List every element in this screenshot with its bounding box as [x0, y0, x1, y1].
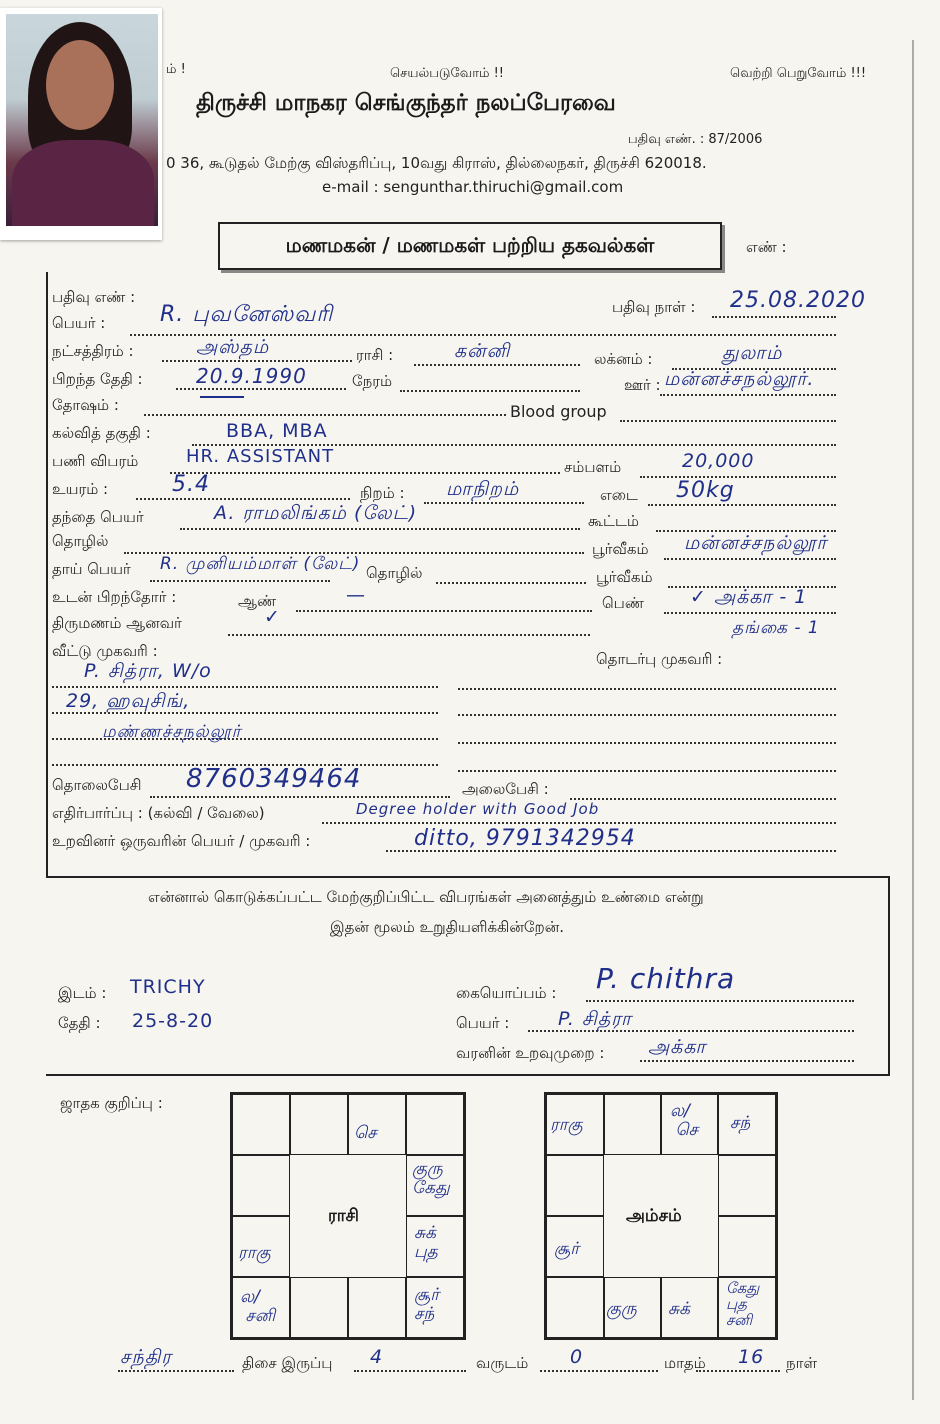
raasi-chart [230, 1092, 466, 1340]
dasa-days: 16 [738, 1346, 765, 1368]
home-address-label: வீட்டு முகவரி : [52, 642, 158, 660]
weight-value: 50kg [676, 478, 735, 503]
sister-value-2: தங்கை - 1 [732, 618, 820, 638]
address-line-2: 29, ஹவுசிங், [66, 690, 191, 712]
laknam-label: லக்னம் : [594, 350, 653, 368]
amsam-title: அம்சம் [626, 1206, 682, 1226]
amsam-cell-top3: ல/ செ [670, 1101, 699, 1140]
raasi-cell-left2: ராகு [238, 1243, 271, 1263]
sister-value: ✓ அக்கா - 1 [690, 586, 808, 608]
father-value: A. ராமலிங்கம் (லேட்) [214, 502, 418, 524]
motto-left: ம் ! [166, 62, 186, 77]
expectation-value: Degree holder with Good Job [356, 800, 600, 818]
reg-date-label: பதிவு நாள் : [612, 298, 696, 316]
salary-label: சம்பளம் [564, 458, 622, 476]
amsam-cell-bottom4: கேது புத சனி [726, 1279, 760, 1329]
dasa-years: 4 [370, 1346, 384, 1368]
raasi-cell-top3: செ [354, 1123, 377, 1143]
amsam-cell-top4: சந் [730, 1113, 751, 1133]
amsam-chart [544, 1092, 778, 1340]
sister-label: பெண் [602, 594, 644, 612]
siblings-label: உடன் பிறந்தோர் : [52, 588, 177, 606]
laknam-value: துலாம் [722, 342, 783, 364]
en-label: எண் : [746, 238, 787, 256]
relative-label: உறவினர் ஒருவரின் பெயர் / முகவரி : [52, 832, 311, 850]
signature-label: கையொப்பம் : [456, 984, 557, 1002]
salary-value: 20,000 [682, 450, 755, 472]
amsam-cell-bottom2: குரு [606, 1299, 637, 1319]
motto-center: செயல்படுவோம் !! [390, 66, 505, 81]
dasa-planet: சந்திர [120, 1346, 173, 1368]
colour-label: நிறம் : [360, 484, 405, 502]
address-line-1: P. சித்ரா, W/o [84, 660, 212, 682]
name-value: R. புவனேஸ்வரி [160, 302, 334, 327]
divider-1 [46, 876, 888, 878]
divider-2 [46, 1074, 888, 1076]
date-sign-label: தேதி : [58, 1014, 101, 1032]
expectation-label: எதிர்பார்ப்பு : (கல்வி / வேலை) [52, 804, 265, 822]
colour-value: மாநிறம் [446, 478, 520, 500]
reg-date-value: 25.08.2020 [730, 288, 866, 313]
dosham-label: தோஷம் : [52, 396, 119, 414]
time-label: நேரம் [352, 372, 393, 390]
height-label: உயரம் : [52, 480, 109, 498]
form-border-right [888, 876, 890, 1076]
raasi-title: ராசி [328, 1206, 359, 1226]
applicant-photo [0, 8, 162, 240]
raasi-value: கன்னி [454, 340, 511, 362]
signature-value: P. chithra [596, 962, 736, 995]
amsam-cell-bottom3: சுக் [668, 1299, 690, 1319]
signer-name-label: பெயர் : [456, 1014, 510, 1032]
months-label: மாதம் [664, 1354, 706, 1372]
amsam-cell-left2: சூர் [554, 1239, 580, 1259]
mother-value: R. முனியம்மாள் (லேட்) [160, 554, 361, 574]
form-title: மணமகன் / மணமகள் பற்றிய தகவல்கள் [218, 222, 722, 270]
weight-label: எடை [600, 486, 638, 504]
raasi-cell-right3: சூர் சந் [414, 1285, 440, 1324]
native-value: மன்னச்சநல்லூர் [684, 532, 828, 554]
form-border-left [46, 272, 48, 876]
mother-occupation-label: தொழில் [366, 564, 423, 582]
brother-label: ஆண் [238, 592, 277, 610]
raasi-cell-right1: குரு கேது [412, 1159, 450, 1198]
declaration-line-1: என்னால் கொடுக்கப்பட்ட மேற்குறிப்பிட்ட விபரங்கள் அனைத்தும் உண்மை என்று [148, 888, 704, 906]
clan-label: கூட்டம் [588, 512, 639, 530]
star-label: நட்சத்திரம் : [52, 342, 134, 360]
mother-native-label: பூர்வீகம் [596, 568, 653, 586]
place-value: மன்னச்சநல்லூர். [664, 368, 815, 390]
amsam-cell-top1: ராகு [550, 1115, 583, 1135]
reg-no-label: பதிவு எண் : [52, 288, 136, 306]
dosham-dash [200, 396, 244, 398]
name-label: பெயர் : [52, 314, 106, 332]
raasi-cell-right2: சுக் புத [414, 1223, 438, 1262]
years-label: வருடம் [476, 1354, 529, 1372]
native-label: பூர்வீகம் [592, 540, 649, 558]
mother-label: தாய் பெயர் [52, 560, 131, 578]
declaration-line-2: இதன் மூலம் உறுதியளிக்கின்றேன். [330, 918, 565, 936]
date-sign-value: 25-8-20 [132, 1010, 214, 1032]
days-label: நாள் [786, 1354, 817, 1372]
height-value: 5.4 [172, 472, 210, 497]
married-value: ✓ [264, 606, 281, 628]
place-label: ஊர் : [624, 376, 661, 394]
education-value: BBA, MBA [226, 420, 328, 442]
dasa-months: 0 [570, 1346, 584, 1368]
relative-value: ditto, 9791342954 [414, 826, 636, 851]
raasi-label: ராசி : [356, 346, 394, 364]
raasi-cell-left3: ல/ சனி [240, 1287, 276, 1326]
address-line-3: மண்ணச்சநல்லூர் [102, 722, 242, 742]
phone-value: 8760349464 [186, 764, 362, 794]
org-address: 0 36, கூடுதல் மேற்கு விஸ்தரிப்பு, 10வது கிராஸ், தில்லைநகர், திருச்சி 620018. [166, 154, 707, 172]
org-email: e-mail : sengunthar.thiruchi@gmail.com [322, 178, 624, 196]
motto-right: வெற்றி பெறுவோம் !!! [730, 66, 867, 81]
dasa-label: திசை இருப்பு [242, 1354, 333, 1372]
dob-label: பிறந்த தேதி : [52, 370, 143, 388]
brother-value: — [346, 584, 366, 606]
registration-number: பதிவு எண். : 87/2006 [628, 132, 763, 147]
job-value: HR. ASSISTANT [186, 446, 335, 467]
page-edge [912, 40, 914, 1400]
place-sign-label: இடம் : [58, 984, 107, 1002]
blood-group-label: Blood group [510, 402, 607, 421]
mobile-label: அலைபேசி : [462, 780, 549, 798]
signer-name-value: P. சித்ரா [558, 1008, 632, 1030]
father-label: தந்தை பெயர் [52, 508, 144, 526]
dob-value: 20.9.1990 [196, 364, 307, 388]
org-name: திருச்சி மாநகர செங்குந்தர் நலப்பேரவை [196, 90, 616, 116]
phone-label: தொலைபேசி [52, 776, 142, 794]
occupation-label: தொழில் [52, 532, 109, 550]
married-label: திருமணம் ஆனவர் [52, 614, 182, 632]
star-value: அஸ்தம் [196, 336, 270, 358]
horoscope-label: ஜாதக குறிப்பு : [60, 1094, 163, 1112]
place-sign-value: TRICHY [130, 976, 206, 998]
contact-address-label: தொடர்பு முகவரி : [596, 650, 723, 668]
relation-value: அக்கா [648, 1036, 707, 1058]
job-label: பணி விபரம் [52, 452, 139, 470]
education-label: கல்வித் தகுதி : [52, 424, 151, 442]
relation-label: வரனின் உறவுமுறை : [456, 1044, 605, 1062]
